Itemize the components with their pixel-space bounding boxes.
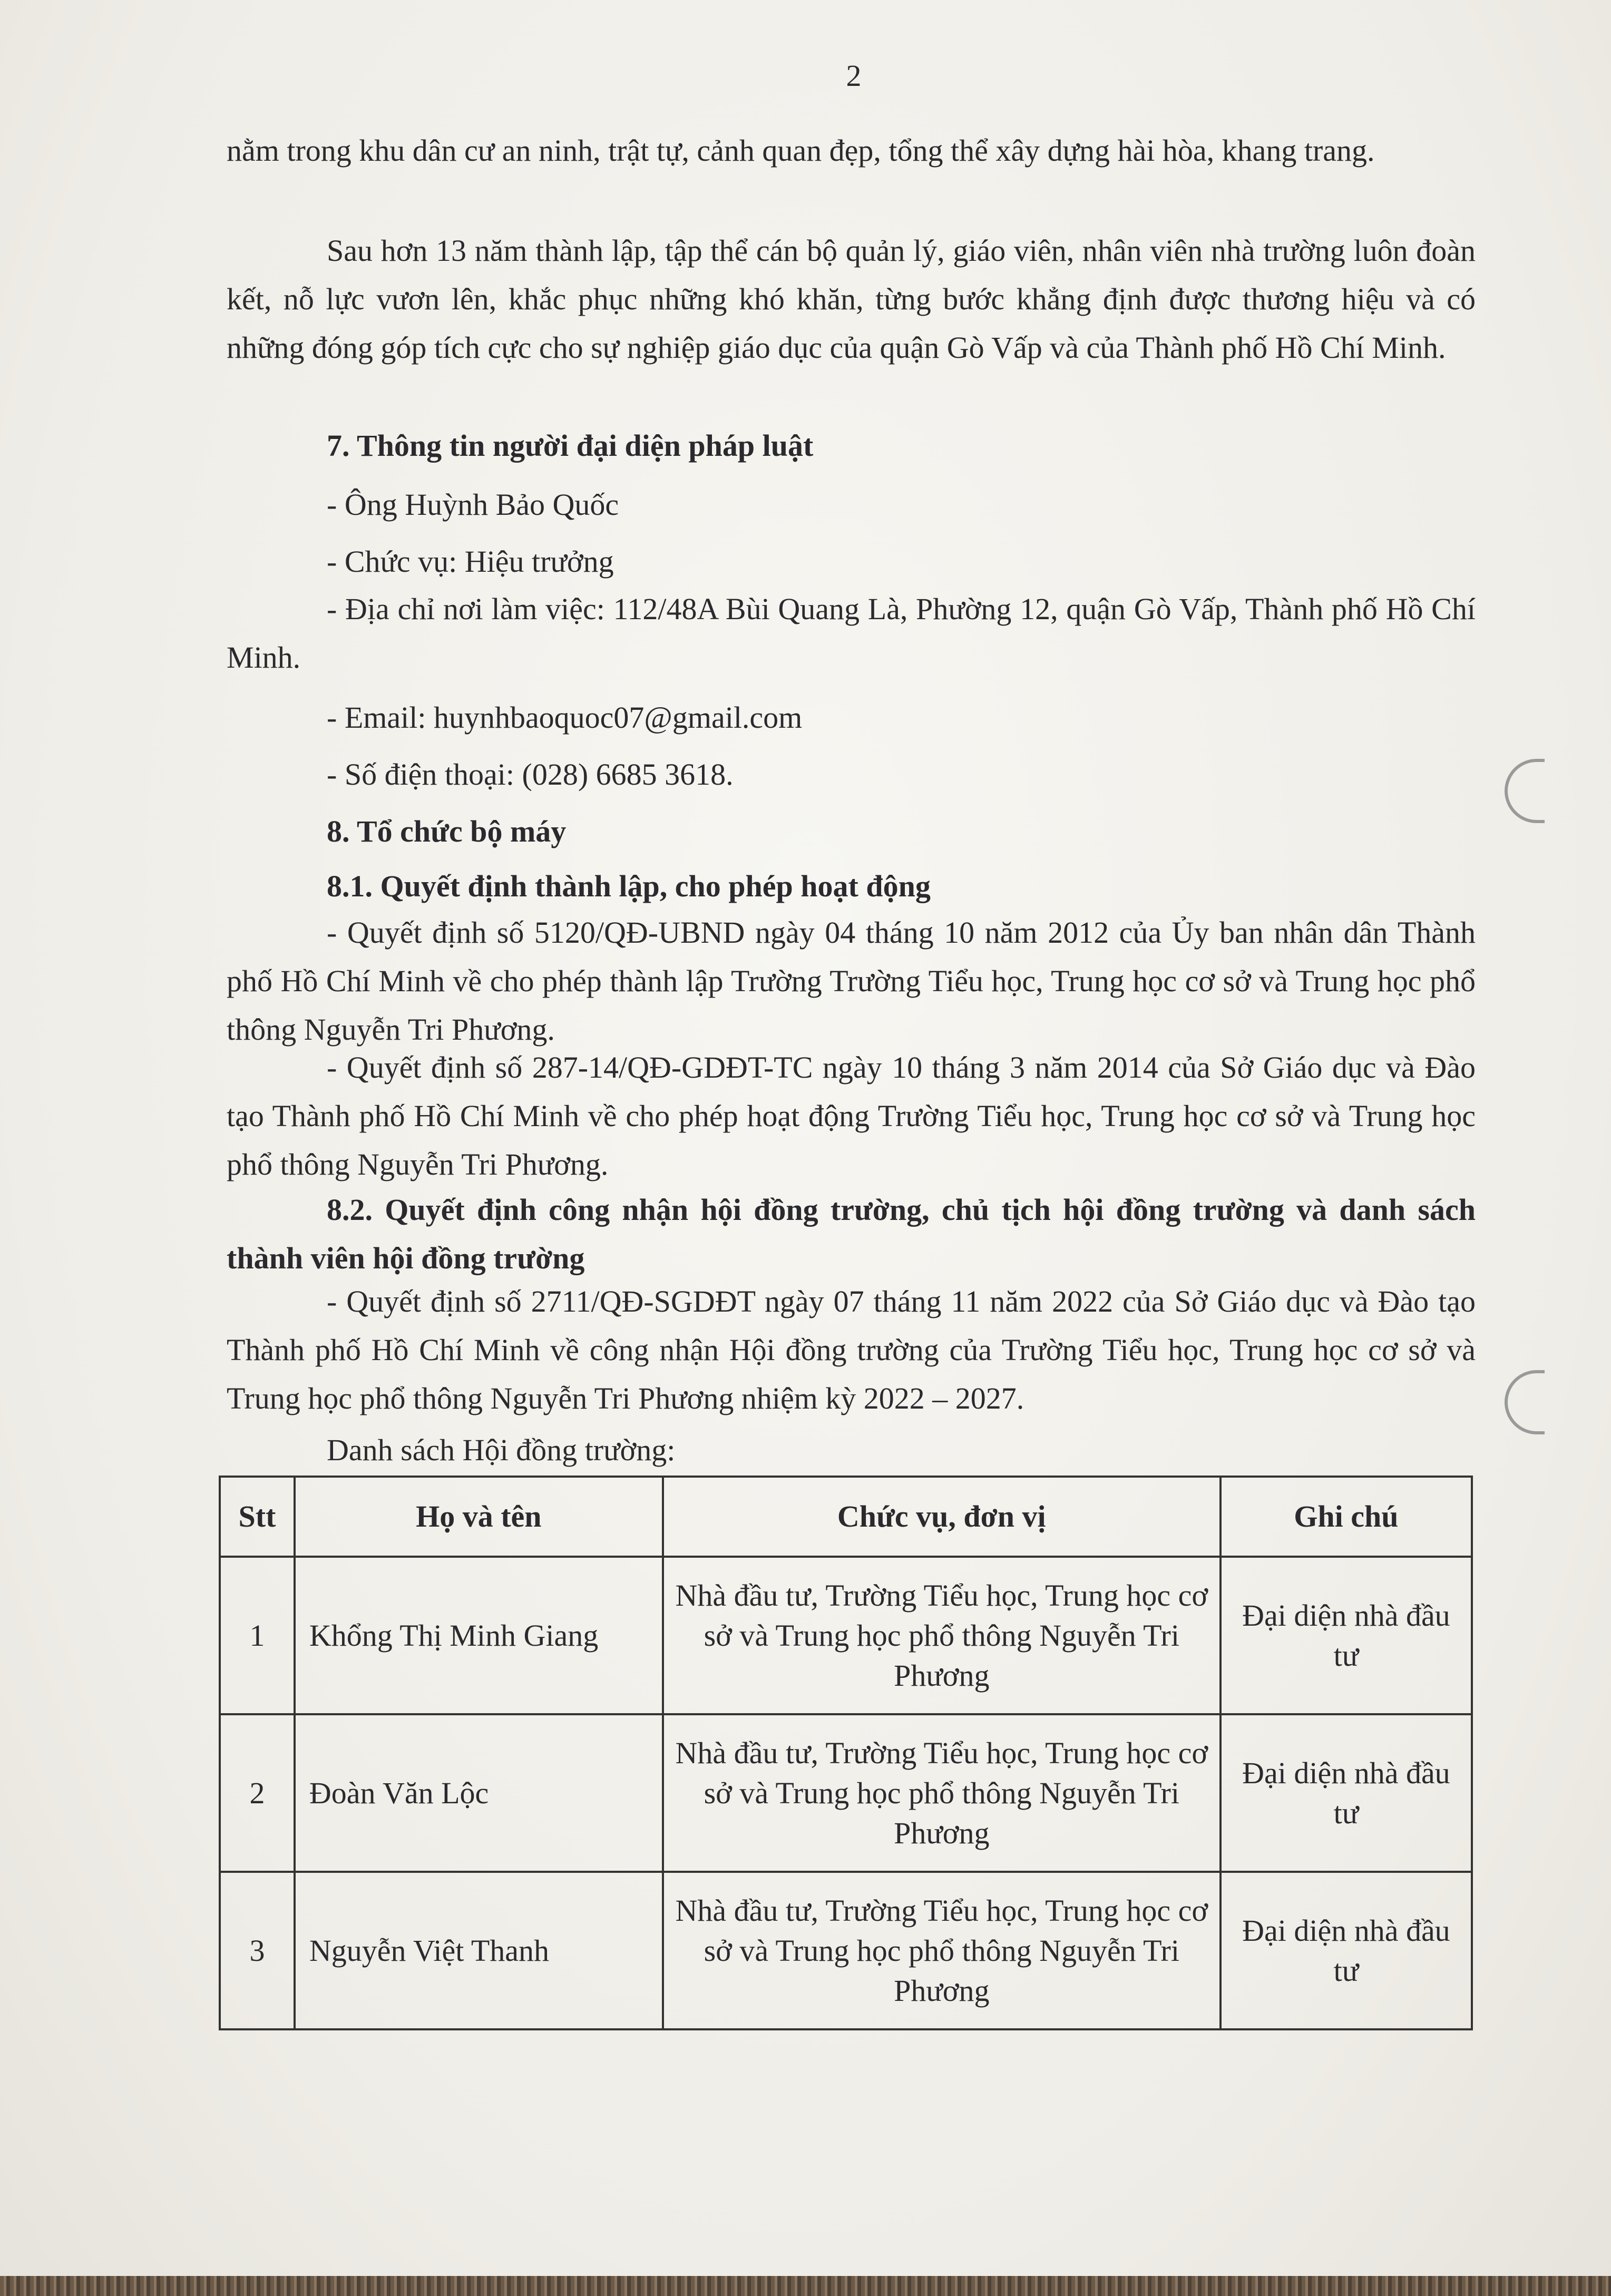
cell-stt: 3	[220, 1872, 295, 2029]
cell-note: Đại diện nhà đầu tư	[1221, 1714, 1472, 1872]
table-row	[220, 1714, 1472, 1872]
decision-council: - Quyết định số 2711/QĐ-SGDĐT ngày 07 tháng 11 năm 2022 của Sở Giáo dục và Đào tạo Thành phố Hồ Chí Minh về công nhận Hội đồng trường của Trường Tiểu học, Trung học cơ sở và Trung học phổ thông Nguyễn Tri Phương nhiệm kỳ 2022 – 2027.	[227, 1284, 1476, 1415]
representative-name: - Ông Huỳnh Bảo Quốc	[327, 487, 619, 522]
cell-stt: 2	[220, 1714, 295, 1872]
column-header-note: Ghi chú	[1221, 1477, 1472, 1557]
decision-establishment: - Quyết định số 5120/QĐ-UBND ngày 04 tháng 10 năm 2012 của Ủy ban nhân dân Thành phố Hồ Chí Minh về cho phép thành lập Trường Trường Tiểu học, Trung học cơ sở và Trung học phổ thông Nguyễn Tri Phương.	[227, 915, 1476, 1047]
cell-position: Nhà đầu tư, Trường Tiểu học, Trung học cơ sở và Trung học phổ thông Nguyễn Tri Phương	[663, 1557, 1221, 1714]
section-8-heading: 8. Tổ chức bộ máy	[327, 814, 567, 848]
cell-name: Đoàn Văn Lộc	[295, 1714, 663, 1872]
representative-email: - Email: huynhbaoquoc07@gmail.com	[327, 700, 803, 735]
cell-name: Khổng Thị Minh Giang	[295, 1557, 663, 1714]
column-header-stt: Stt	[220, 1477, 295, 1557]
paragraph-history: Sau hơn 13 năm thành lập, tập thể cán bộ quản lý, giáo viên, nhân viên nhà trường luôn đoàn kết, nỗ lực vươn lên, khắc phục những khó khăn, từng bước khẳng định được thương hiệu và có những đóng góp tích cực cho sự nghiệp giáo dục của quận Gò Vấp và của Thành phố Hồ Chí Minh.	[227, 233, 1476, 365]
cell-name: Nguyễn Việt Thanh	[295, 1872, 663, 2029]
decision-operation: - Quyết định số 287-14/QĐ-GDĐT-TC ngày 10 tháng 3 năm 2014 của Sở Giáo dục và Đào tạo Thành phố Hồ Chí Minh về cho phép hoạt động Trường Tiểu học, Trung học cơ sở và Trung học phổ thông Nguyễn Tri Phương.	[227, 1050, 1476, 1181]
page-number: 2	[846, 58, 862, 93]
table-row	[220, 1872, 1472, 2029]
representative-address: - Địa chỉ nơi làm việc: 112/48A Bùi Quang Là, Phường 12, quận Gò Vấp, Thành phố Hồ Chí Minh.	[227, 592, 1476, 675]
table-header-row	[220, 1477, 1472, 1557]
binder-hole-mark	[1505, 1370, 1545, 1434]
section-8-2-heading: 8.2. Quyết định công nhận hội đồng trường, chủ tịch hội đồng trường và danh sách thành viên hội đồng trường	[227, 1193, 1476, 1275]
table-row	[220, 1557, 1472, 1714]
column-header-position: Chức vụ, đơn vị	[663, 1477, 1221, 1557]
binder-hole-mark	[1505, 759, 1545, 823]
column-header-name: Họ và tên	[295, 1477, 663, 1557]
council-list-label: Danh sách Hội đồng trường:	[327, 1433, 676, 1467]
cell-stt: 1	[220, 1557, 295, 1714]
representative-phone: - Số điện thoại: (028) 6685 3618.	[327, 757, 734, 792]
section-8-1-heading: 8.1. Quyết định thành lập, cho phép hoạt động	[327, 869, 931, 903]
section-7-heading: 7. Thông tin người đại diện pháp luật	[327, 428, 814, 463]
cell-position: Nhà đầu tư, Trường Tiểu học, Trung học cơ sở và Trung học phổ thông Nguyễn Tri Phương	[663, 1872, 1221, 2029]
cell-position: Nhà đầu tư, Trường Tiểu học, Trung học cơ sở và Trung học phổ thông Nguyễn Tri Phương	[663, 1714, 1221, 1872]
paragraph-intro-continued: nằm trong khu dân cư an ninh, trật tự, cảnh quan đẹp, tổng thể xây dựng hài hòa, khang trang.	[227, 133, 1375, 168]
scan-bottom-edge	[0, 2276, 1611, 2296]
cell-note: Đại diện nhà đầu tư	[1221, 1557, 1472, 1714]
council-members-table	[219, 1476, 1473, 2030]
cell-note: Đại diện nhà đầu tư	[1221, 1872, 1472, 2029]
representative-position: - Chức vụ: Hiệu trưởng	[327, 544, 614, 579]
